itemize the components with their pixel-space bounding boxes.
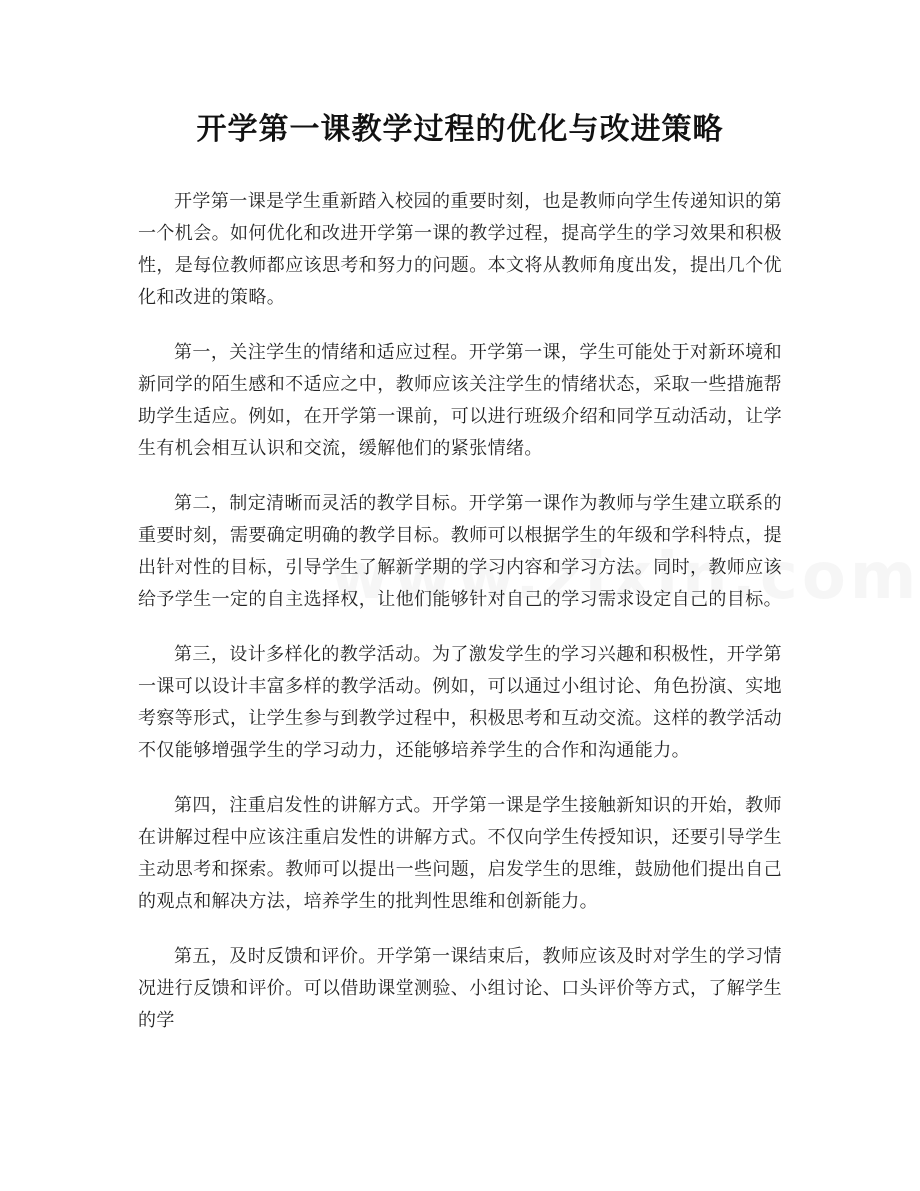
paragraph-third-point: 第三，设计多样化的教学活动。为了激发学生的学习兴趣和积极性，开学第一课可以设计丰富多样的教学活动。例如，可以通过小组讨论、角色扮演、实地考察等形式，让学生参与到教学过程中，积极思考和互动交流。这样的教学活动不仅能够增强学生的学习动力，还能够培养学生的合作和沟通能力。: [138, 644, 782, 761]
paragraph-first-point: 第一，关注学生的情绪和适应过程。开学第一课，学生可能处于对新环境和新同学的陌生感和不适应之中，教师应该关注学生的情绪状态，采取一些措施帮助学生适应。例如，在开学第一课前，可以进行班级介绍和同学互动活动，让学生有机会相互认识和交流，缓解他们的紧张情绪。: [138, 342, 782, 459]
paragraph-fourth-point: 第四，注重启发性的讲解方式。开学第一课是学生接触新知识的开始，教师在讲解过程中应该注重启发性的讲解方式。不仅向学生传授知识，还要引导学生主动思考和探索。教师可以提出一些问题，启发学生的思维，鼓励他们提出自己的观点和解决方法，培养学生的批判性思维和创新能力。: [138, 795, 782, 912]
paragraph-intro: 开学第一课是学生重新踏入校园的重要时刻，也是教师向学生传递知识的第一个机会。如何优化和改进开学第一课的教学过程，提高学生的学习效果和积极性，是每位教师都应该思考和努力的问题。本文将从教师角度出发，提出几个优化和改进的策略。: [138, 191, 782, 308]
page-title: 开学第一课教学过程的优化与改进策略: [196, 112, 724, 147]
paragraph-fifth-point: 第五，及时反馈和评价。开学第一课结束后，教师应该及时对学生的学习情况进行反馈和评价。可以借助课堂测验、小组讨论、口头评价等方式，了解学生的学: [138, 946, 782, 1031]
paragraph-second-point: 第二，制定清晰而灵活的教学目标。开学第一课作为教师与学生建立联系的重要时刻，需要确定明确的教学目标。教师可以根据学生的年级和学科特点，提出针对性的目标，引导学生了解新学期的学习内容和学习方法。同时，教师应该给予学生一定的自主选择权，让他们能够针对自己的学习需求设定自己的目标。: [138, 493, 782, 610]
